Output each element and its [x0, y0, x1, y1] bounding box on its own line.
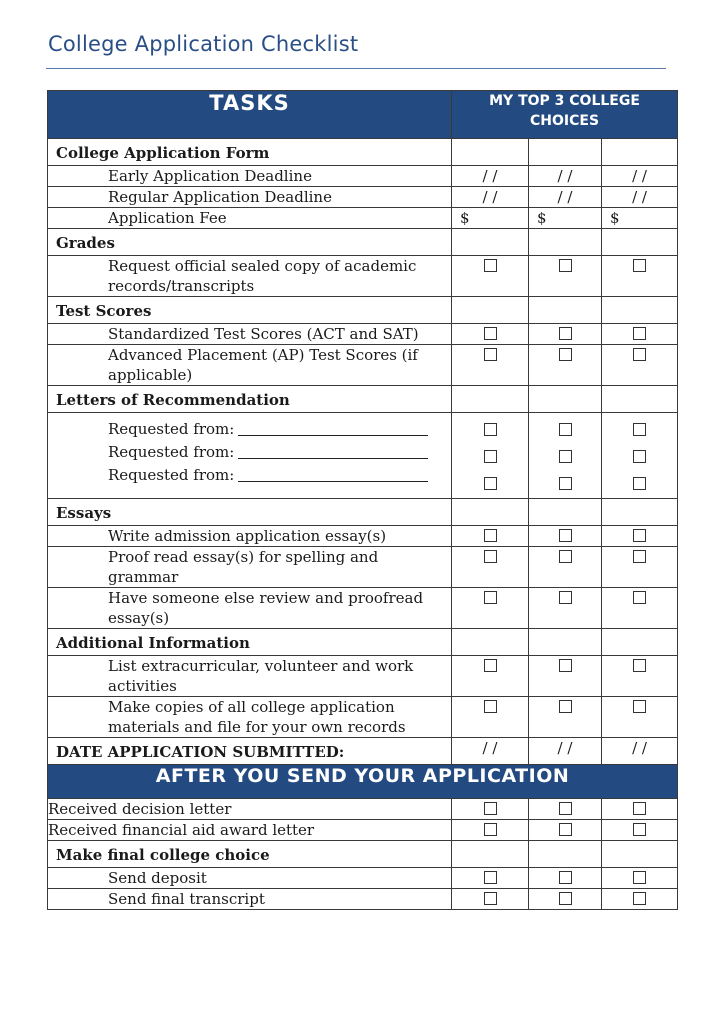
checkbox[interactable] [633, 550, 646, 563]
checkbox[interactable] [633, 802, 646, 815]
checkbox[interactable] [484, 823, 497, 836]
section-title: Essays [48, 499, 452, 526]
date-field[interactable]: / / [452, 187, 529, 208]
task-row [48, 889, 678, 910]
section-row [48, 297, 678, 324]
checkbox[interactable] [633, 871, 646, 884]
checkbox[interactable] [484, 529, 497, 542]
checkbox[interactable] [633, 423, 646, 436]
task-label: Received decision letter [48, 799, 452, 820]
date-field[interactable]: / / [529, 738, 602, 765]
after-application-band [48, 765, 678, 799]
section-title: Additional Information [48, 629, 452, 656]
task-row [48, 166, 678, 187]
checkbox[interactable] [559, 259, 572, 272]
checklist-table [47, 90, 678, 910]
checkbox[interactable] [484, 892, 497, 905]
fee-field[interactable]: $ [602, 208, 678, 229]
date-field[interactable]: / / [529, 166, 602, 187]
choices-header: MY TOP 3 COLLEGE CHOICES [452, 91, 678, 139]
task-row [48, 345, 678, 386]
task-label: Regular Application Deadline [48, 187, 452, 208]
requested-from-input[interactable] [238, 444, 428, 459]
checkbox[interactable] [559, 871, 572, 884]
checkbox[interactable] [633, 659, 646, 672]
checkbox[interactable] [633, 823, 646, 836]
checkbox[interactable] [559, 450, 572, 463]
task-label: Send deposit [48, 868, 452, 889]
fee-field[interactable]: $ [529, 208, 602, 229]
section-title: Test Scores [48, 297, 452, 324]
requested-from-line [108, 464, 451, 487]
task-row [48, 868, 678, 889]
checkbox[interactable] [633, 591, 646, 604]
requested-from-line [108, 418, 451, 441]
task-row [48, 799, 678, 820]
section-row [48, 386, 678, 413]
checkbox[interactable] [484, 550, 497, 563]
task-row [48, 820, 678, 841]
checkbox[interactable] [484, 327, 497, 340]
task-row [48, 547, 678, 588]
checkbox[interactable] [559, 802, 572, 815]
section-row [48, 139, 678, 166]
checkbox[interactable] [559, 892, 572, 905]
task-label: Received financial aid award letter [48, 820, 452, 841]
checkbox[interactable] [633, 700, 646, 713]
checkbox[interactable] [559, 700, 572, 713]
section-title: Letters of Recommendation [48, 386, 452, 413]
requested-from-line [108, 441, 451, 464]
task-row [48, 187, 678, 208]
task-label: Application Fee [48, 208, 452, 229]
fee-field[interactable]: $ [452, 208, 529, 229]
section-title: Make final college choice [48, 841, 452, 868]
checkbox[interactable] [559, 348, 572, 361]
task-label: Have someone else review and proofread essay(s) [48, 588, 452, 629]
task-label: Request official sealed copy of academic records/transcripts [48, 256, 452, 297]
task-row [48, 413, 678, 499]
section-row [48, 841, 678, 868]
task-label: List extracurricular, volunteer and work activities [48, 656, 452, 697]
checkbox[interactable] [559, 550, 572, 563]
checkbox[interactable] [633, 892, 646, 905]
checkbox[interactable] [484, 450, 497, 463]
checkbox[interactable] [484, 259, 497, 272]
date-field[interactable]: / / [452, 166, 529, 187]
checkbox[interactable] [633, 348, 646, 361]
task-label: Standardized Test Scores (ACT and SAT) [48, 324, 452, 345]
date-field[interactable]: / / [529, 187, 602, 208]
date-submitted-label: DATE APPLICATION SUBMITTED: [48, 738, 452, 765]
checkbox[interactable] [559, 529, 572, 542]
checkbox[interactable] [484, 591, 497, 604]
checkbox[interactable] [633, 529, 646, 542]
title-divider [46, 68, 666, 69]
task-row [48, 256, 678, 297]
requested-from-label: Requested from: [108, 466, 235, 484]
checkbox[interactable] [559, 591, 572, 604]
checkbox[interactable] [633, 259, 646, 272]
date-field[interactable]: / / [452, 738, 529, 765]
checkbox[interactable] [484, 802, 497, 815]
checkbox[interactable] [484, 659, 497, 672]
task-label: Send final transcript [48, 889, 452, 910]
checkbox[interactable] [559, 327, 572, 340]
section-row [48, 499, 678, 526]
checkbox[interactable] [559, 659, 572, 672]
task-label: Make copies of all college application materials and file for your own records [48, 697, 452, 738]
task-label: Early Application Deadline [48, 166, 452, 187]
table-header [48, 91, 678, 139]
task-row [48, 588, 678, 629]
checkbox[interactable] [633, 450, 646, 463]
checkbox[interactable] [484, 423, 497, 436]
checkbox[interactable] [633, 477, 646, 490]
task-label: Proof read essay(s) for spelling and grammar [48, 547, 452, 588]
section-title: College Application Form [48, 139, 452, 166]
task-label: Advanced Placement (AP) Test Scores (if applicable) [48, 345, 452, 386]
requested-from-label: Requested from: [108, 420, 235, 438]
task-row [48, 697, 678, 738]
checkbox[interactable] [559, 823, 572, 836]
checkbox[interactable] [633, 327, 646, 340]
checkbox[interactable] [484, 871, 497, 884]
requested-from-label: Requested from: [108, 443, 235, 461]
date-field[interactable]: / / [602, 187, 678, 208]
recommendation-list [48, 413, 452, 499]
checkbox[interactable] [484, 700, 497, 713]
requested-from-input[interactable] [238, 421, 428, 436]
date-field[interactable]: / / [602, 738, 678, 765]
task-row [48, 656, 678, 697]
checkbox[interactable] [484, 348, 497, 361]
tasks-header: TASKS [48, 91, 452, 139]
task-row [48, 208, 678, 229]
page-title: College Application Checklist [48, 32, 359, 56]
checkbox[interactable] [484, 477, 497, 490]
checkbox[interactable] [559, 423, 572, 436]
section-row [48, 229, 678, 256]
task-row [48, 526, 678, 547]
task-label: Write admission application essay(s) [48, 526, 452, 547]
requested-from-input[interactable] [238, 467, 428, 482]
checkbox[interactable] [559, 477, 572, 490]
date-field[interactable]: / / [602, 166, 678, 187]
date-submitted-row [48, 738, 678, 765]
task-row [48, 324, 678, 345]
section-row [48, 629, 678, 656]
section-title: Grades [48, 229, 452, 256]
after-application-heading: AFTER YOU SEND YOUR APPLICATION [48, 765, 678, 799]
